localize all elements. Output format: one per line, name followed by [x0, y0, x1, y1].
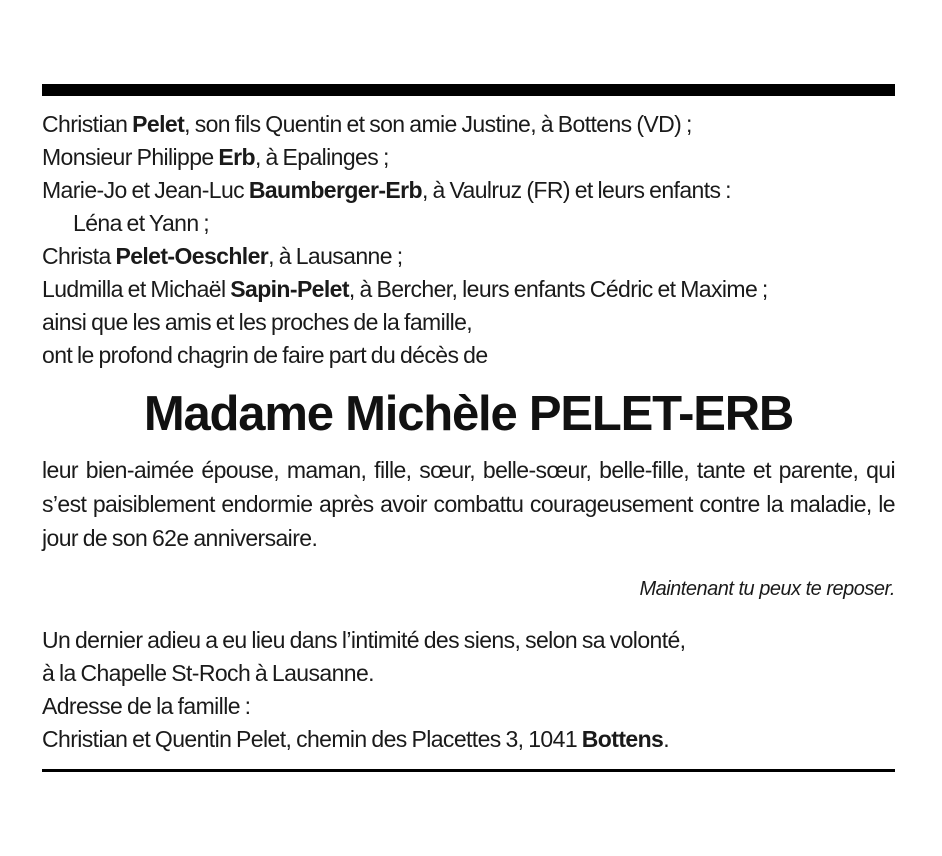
family-surname: Sapin-Pelet: [230, 276, 349, 302]
family-line: [42, 240, 895, 273]
family-line-text: Ludmilla et Michaël: [42, 276, 231, 302]
family-line-text: Léna et Yann ;: [73, 210, 210, 236]
family-surname: Pelet-Oeschler: [115, 243, 269, 269]
family-line-text: Christa: [42, 243, 116, 269]
family-line: [42, 141, 895, 174]
tribute-paragraph: leur bien-aimée épouse, maman, fille, sœur, belle-sœur, belle-fille, tante et parente, qui s’est paisiblement endormie après avoir combattu courageusement contre la maladie, le jour de son 62e anniversaire.: [42, 457, 895, 551]
family-line-text: , à Vaulruz (FR) et leurs enfants :: [421, 177, 731, 203]
family-surname: Pelet: [132, 111, 185, 137]
farewell-quote: Maintenant tu peux te reposer.: [639, 578, 895, 600]
top-rule: [42, 84, 895, 96]
ceremony-details: [42, 624, 895, 756]
death-notice: [42, 0, 895, 856]
family-line-text: ainsi que les amis et les proches de la famille,: [42, 309, 473, 335]
bottom-rule: [42, 769, 895, 772]
deceased-name: Madame Michèle PELET-ERB: [143, 387, 794, 441]
family-list: [42, 108, 895, 372]
ceremony-location: à la Chapelle St-Roch à Lausanne.: [42, 660, 374, 686]
family-line-text: , à Epalinges ;: [254, 144, 389, 170]
family-address: [42, 723, 895, 756]
family-surname: Erb: [218, 144, 255, 170]
family-line-text: , à Lausanne ;: [268, 243, 403, 269]
family-line-text: Monsieur Philippe: [42, 144, 219, 170]
family-surname: Baumberger-Erb: [248, 177, 422, 203]
address-end: .: [663, 726, 670, 752]
family-line-text: Christian: [42, 111, 133, 137]
family-line: [42, 273, 895, 306]
ceremony-line: Un dernier adieu a eu lieu dans l’intimité des siens, selon sa volonté,: [42, 627, 686, 653]
family-line-text: , son fils Quentin et son amie Justine, à Bottens (VD) ;: [184, 111, 692, 137]
family-line: [42, 339, 895, 372]
family-line: [42, 306, 895, 339]
address-town: Bottens: [581, 726, 664, 752]
address-label: Adresse de la famille :: [42, 693, 251, 719]
family-line-text: ont le profond chagrin de faire part du décès de: [42, 342, 488, 368]
address-text: Christian et Quentin Pelet, chemin des Placettes 3, 1041: [42, 726, 582, 752]
family-line-text: Marie-Jo et Jean-Luc: [42, 177, 249, 203]
family-line-text: , à Bercher, leurs enfants Cédric et Maxime ;: [348, 276, 768, 302]
family-line: [42, 174, 895, 207]
family-line: [42, 108, 895, 141]
family-line: [42, 207, 895, 240]
